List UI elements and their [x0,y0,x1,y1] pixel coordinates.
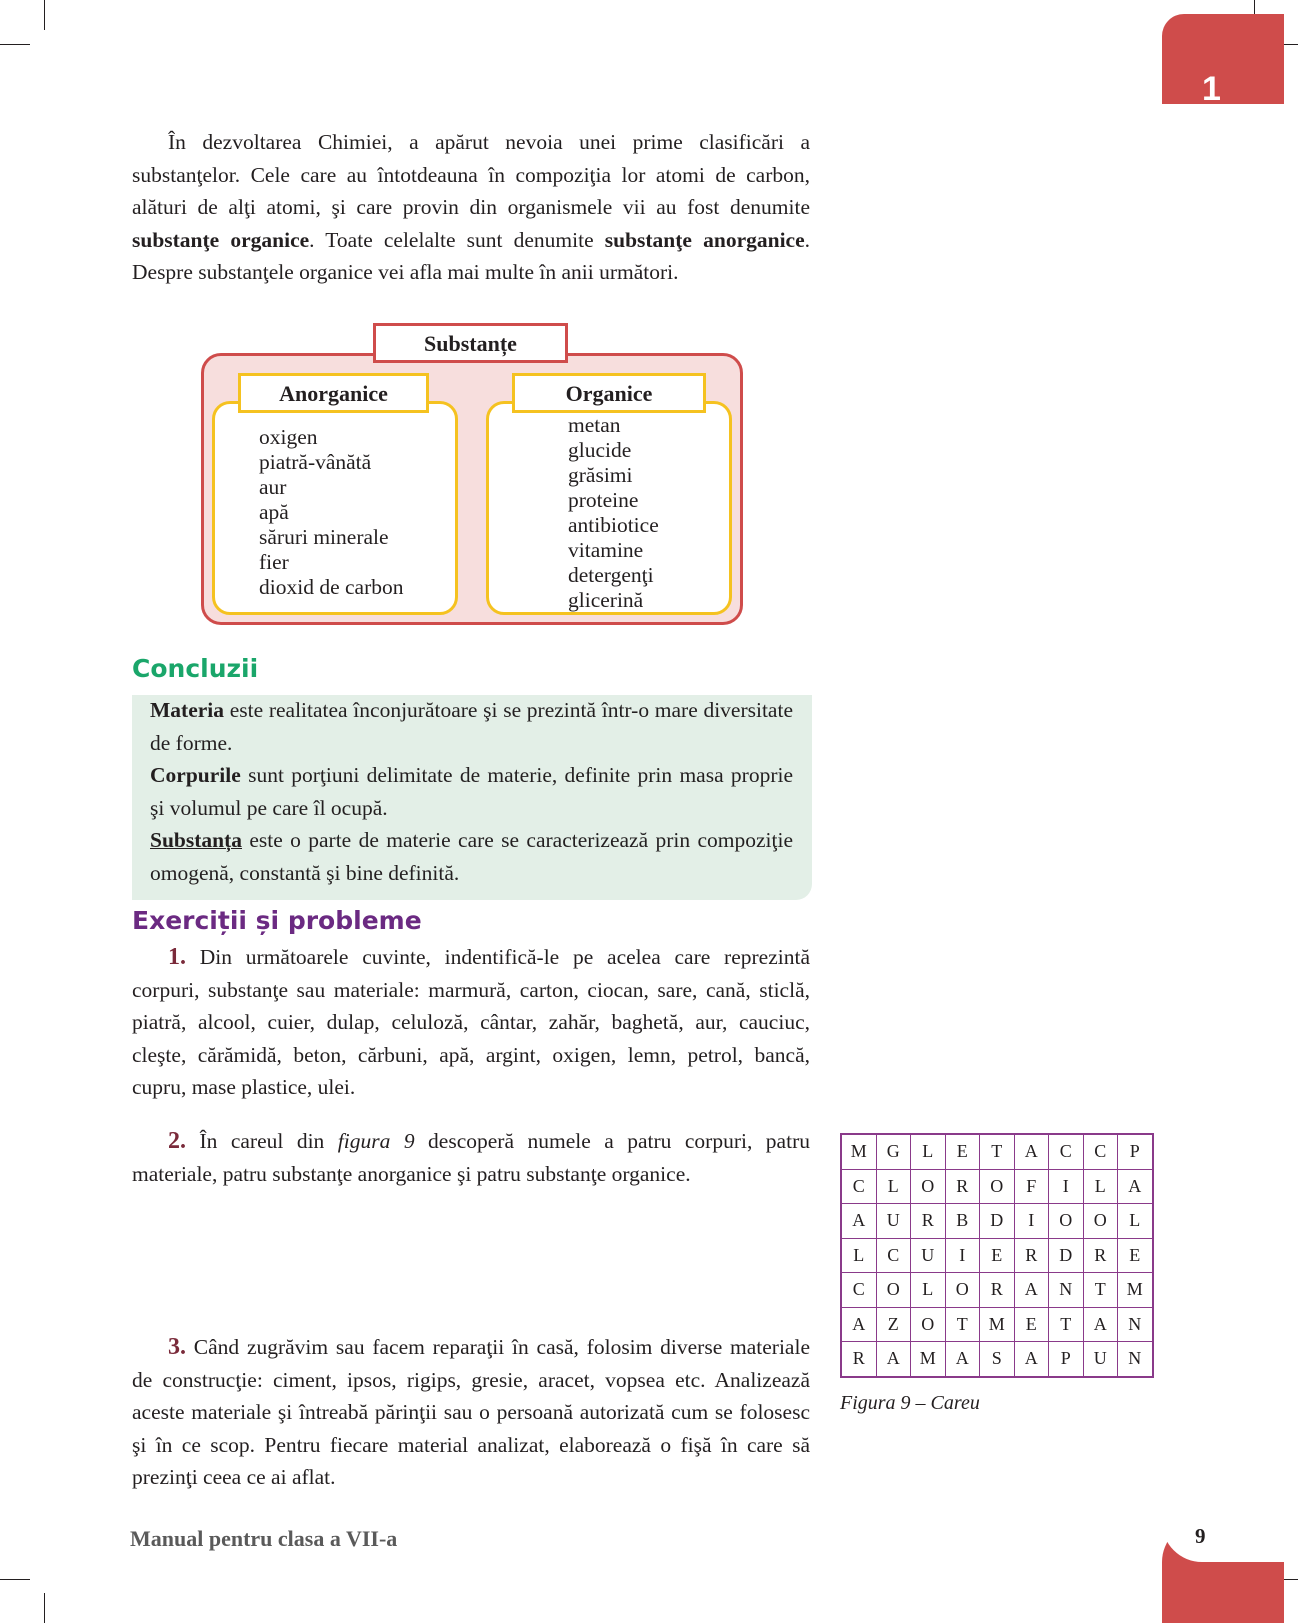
footer-title: Manual pentru clasa a VII-a [130,1526,398,1551]
grid-row [841,1238,1153,1273]
list-item: detergenţi [568,563,654,587]
list-item: oxigen [259,425,318,449]
grid-cell: C [841,1273,876,1308]
grid-cell: A [876,1342,911,1377]
grid-cell: C [841,1169,876,1204]
grid-cell: A [1083,1307,1118,1342]
page-number: 9 [1195,1524,1206,1548]
list-item: antibiotice [568,513,659,537]
grid-cell: O [911,1307,946,1342]
grid-cell: T [1049,1307,1084,1342]
exercise-number: 2. [168,1128,186,1154]
grid-cell: L [1083,1169,1118,1204]
conclusion-item [150,828,793,885]
grid-cell: D [980,1204,1015,1239]
grid-cell: S [980,1342,1015,1377]
conclusions-heading: Concluzii [132,654,259,683]
crop-mark [0,44,30,45]
list-item: vitamine [568,538,644,562]
intro-text: . Toate celelalte sunt denumite [309,227,605,252]
exercises-heading: Exerciții și probleme [132,906,422,935]
grid-cell: A [1014,1134,1049,1169]
grid-cell: C [1049,1134,1084,1169]
list-item: grăsimi [568,463,633,487]
grid-cell: P [1118,1134,1153,1169]
grid-cell: E [1118,1238,1153,1273]
term-inorganic: substanţe anorganice [604,227,805,252]
grid-cell: G [876,1134,911,1169]
list-item: dioxid de carbon [259,575,404,599]
grid-cell: M [980,1307,1015,1342]
exercise-text: În careul din [186,1129,338,1153]
grid-cell: L [1118,1204,1153,1239]
grid-cell: N [1049,1273,1084,1308]
conclusions-text [150,694,793,889]
organice-list [568,413,659,613]
crop-mark [0,1579,30,1580]
intro-text: În dezvoltarea Chimiei, a apărut nevoia unei prime clasificări a substanţelor. Cele care au întotdeauna în compoziţia lor atomi de carbon, alături de alţi atomi, şi care provin din organismele vii au fost denumite [132,130,810,219]
exercise-text: descoperă numele a patru corpuri, patru materiale, patru substanţe anorganice şi patru substanţe organice. [132,1129,810,1186]
chapter-number: 1 [1202,70,1221,108]
grid-cell: N [1118,1307,1153,1342]
exercise-3 [132,1331,810,1494]
intro-paragraph [132,126,810,289]
list-item: apă [259,500,289,524]
grid-cell: A [1014,1273,1049,1308]
definition-text: sunt porţiuni delimitate de materie, definite prin masa proprie şi volumul pe care îl ocupă. [150,763,793,820]
grid-cell: A [841,1204,876,1239]
grid-cell: O [945,1273,980,1308]
grid-row [841,1342,1153,1377]
grid-cell: E [945,1134,980,1169]
organice-header: Organice [512,373,706,413]
grid-cell: O [980,1169,1015,1204]
term-organic: substanţe organice [132,227,310,252]
grid-cell: Z [876,1307,911,1342]
grid-cell: P [1049,1342,1084,1377]
list-item: aur [259,475,287,499]
exercise-number: 1. [168,944,186,970]
grid-cell: F [1014,1169,1049,1204]
grid-cell: B [945,1204,980,1239]
definition-text: este realitatea înconjurătoare şi se prezintă într-o mare diversitate de forme. [150,698,793,755]
grid-cell: L [911,1273,946,1308]
grid-cell: R [841,1342,876,1377]
grid-cell: E [980,1238,1015,1273]
grid-cell: M [1118,1273,1153,1308]
grid-cell: R [945,1169,980,1204]
grid-cell: U [1083,1342,1118,1377]
word-puzzle-grid [840,1133,1154,1378]
grid-cell: L [911,1134,946,1169]
grid-row [841,1273,1153,1308]
grid-row [841,1204,1153,1239]
list-item: metan [568,413,621,437]
grid-cell: R [1083,1238,1118,1273]
crop-mark [44,0,45,30]
list-item: piatră-vânătă [259,450,372,474]
grid-cell: O [876,1273,911,1308]
grid-cell: T [1083,1273,1118,1308]
grid-cell: I [1049,1169,1084,1204]
term-substanta: Substanța [150,828,243,852]
anorganice-list [259,425,404,600]
grid-cell: T [980,1134,1015,1169]
grid-cell: L [841,1238,876,1273]
grid-cell: A [945,1342,980,1377]
figure-caption: Figura 9 – Careu [840,1392,980,1414]
definition-text: este o parte de materie care se caracterizează prin compoziţie omogenă, constantă şi bine definită. [150,828,793,885]
grid-cell: M [841,1134,876,1169]
grid-cell: O [1049,1204,1084,1239]
exercise-2 [132,1125,810,1190]
grid-cell: C [876,1238,911,1273]
grid-cell: R [980,1273,1015,1308]
grid-cell: U [876,1204,911,1239]
grid-row [841,1134,1153,1169]
grid-cell: O [1083,1204,1118,1239]
exercise-text: Când zugrăvim sau facem reparaţii în casă, folosim diverse materiale de construcţie: ciment, ipsos, rigips, gresie, aracet, vopsea etc. Analizează aceste materiale şi întreabă părinţii sau o persoană autorizată cum se folosesc şi în ce scop. Pentru fiecare material analizat, elaborează o fişă în care să prezinţi ceea ce ai aflat. [132,1335,810,1489]
grid-cell: A [841,1307,876,1342]
grid-cell: O [911,1169,946,1204]
grid-cell: L [876,1169,911,1204]
diagram-title: Substanțe [373,323,568,363]
grid-cell: I [1014,1204,1049,1239]
anorganice-header: Anorganice [238,373,429,413]
term-corpurile: Corpurile [150,763,241,787]
intro-text: . Despre substanţele organice vei afla mai multe în anii următori. [132,227,810,284]
page-tab-cutout [1162,1522,1284,1562]
exercise-text: Din următoarele cuvinte, indentifică-le pe acelea care reprezintă corpuri, substanţe sau materiale: marmură, carton, ciocan, sare, cană, sticlă, piatră, alcool, cuier, dulap, celuloză, cântar, zahăr, baghetă, aur, cauciuc, cleşte, cărămidă, beton, cărbuni, apă, argint, oxigen, lemn, petrol, bancă, cupru, mase plastice, ulei. [132,945,810,1099]
grid-cell: E [1014,1307,1049,1342]
crop-mark [44,1593,45,1623]
grid-cell: D [1049,1238,1084,1273]
grid-row [841,1169,1153,1204]
list-item: săruri minerale [259,525,389,549]
list-item: glucide [568,438,632,462]
conclusion-item [150,763,793,820]
exercise-1 [132,941,810,1104]
term-materia: Materia [150,698,225,722]
chapter-tab [1162,14,1284,108]
list-item: proteine [568,488,639,512]
grid-cell: M [911,1342,946,1377]
conclusion-item [150,698,793,755]
grid-cell: N [1118,1342,1153,1377]
figure-reference: figura 9 [337,1129,415,1153]
list-item: glicerină [568,588,644,612]
list-item: fier [259,550,289,574]
grid-cell: R [1014,1238,1049,1273]
grid-cell: A [1014,1342,1049,1377]
grid-cell: C [1083,1134,1118,1169]
grid-cell: U [911,1238,946,1273]
grid-row [841,1307,1153,1342]
grid-cell: R [911,1204,946,1239]
grid-cell: I [945,1238,980,1273]
grid-cell: T [945,1307,980,1342]
exercise-number: 3. [168,1334,186,1360]
grid-cell: A [1118,1169,1153,1204]
